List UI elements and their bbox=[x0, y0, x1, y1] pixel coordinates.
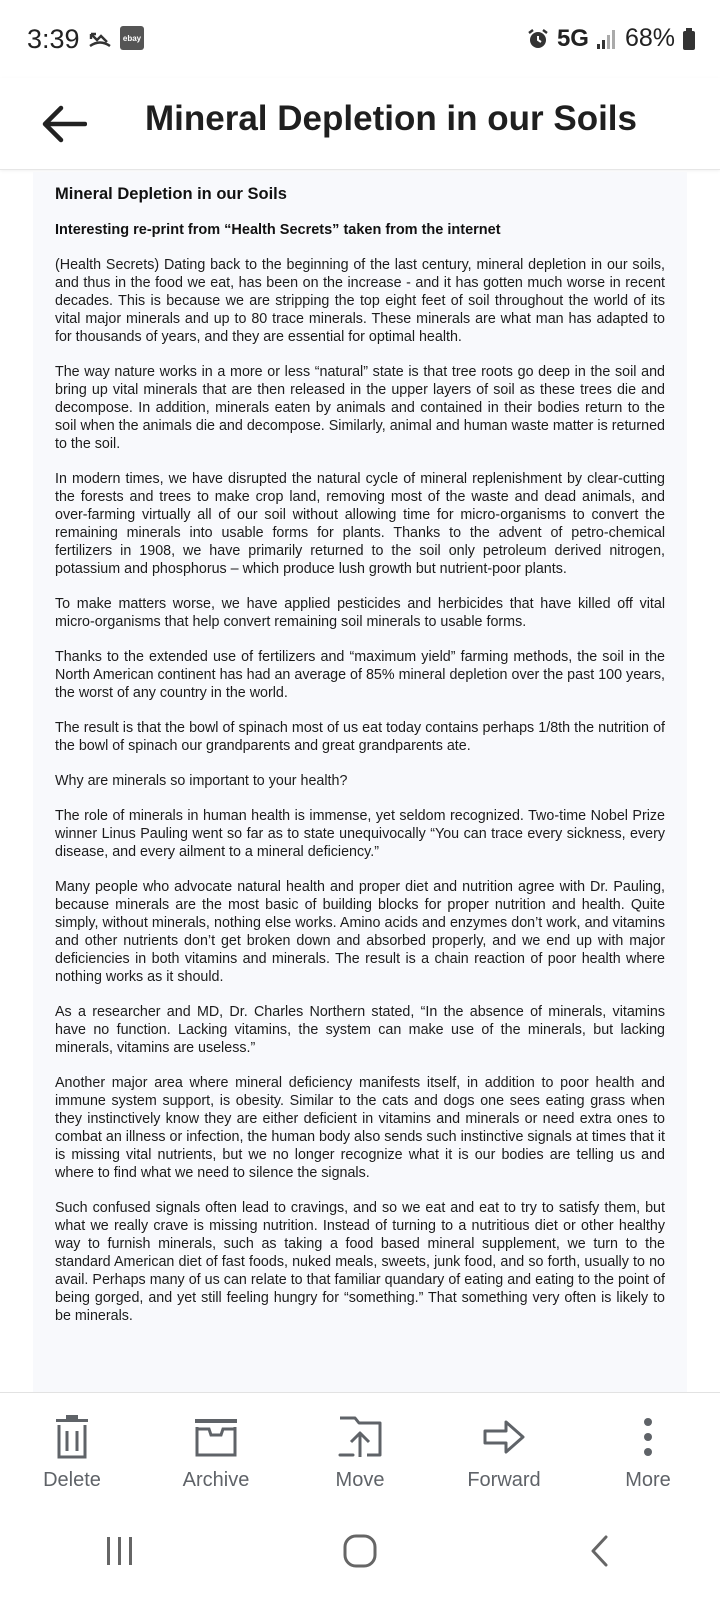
recents-icon bbox=[103, 1535, 137, 1567]
archive-button[interactable] bbox=[144, 1393, 288, 1502]
more-vertical-icon bbox=[642, 1417, 654, 1457]
battery-percent: 68% bbox=[624, 24, 675, 52]
home-button[interactable] bbox=[320, 1521, 400, 1581]
forward-arrow-icon bbox=[482, 1419, 526, 1455]
bottom-toolbar bbox=[0, 1392, 720, 1502]
system-nav-bar bbox=[0, 1502, 720, 1600]
status-time: 3:39 bbox=[27, 24, 80, 54]
status-right-icons bbox=[526, 24, 696, 53]
more-button[interactable] bbox=[576, 1393, 720, 1502]
delete-button[interactable] bbox=[0, 1393, 144, 1502]
nav-back-button[interactable] bbox=[560, 1521, 640, 1581]
paragraph: Many people who advocate natural health and proper diet and nutrition agree with Dr. Pauling, because minerals are the most basic of building blocks for proper nutrition and health. Quite simply, without minerals, nothing else works. Amino acids and enzymes don’t work, and vitamins and other nutrients don’t get broken down and absorbed properly, and we end up with major deficiencies in both vitamins and minerals. The result is a chain reaction of poor health where nothing works as it should. bbox=[55, 879, 665, 986]
battery-icon bbox=[682, 27, 696, 51]
status-bar bbox=[0, 0, 720, 78]
move-label: Move bbox=[335, 1469, 385, 1491]
home-icon bbox=[342, 1533, 378, 1569]
move-button[interactable] bbox=[288, 1393, 432, 1502]
paragraph: Such confused signals often lead to cravings, and so we eat and eat to try to satisfy them, but what we really crave is missing nutrition. Instead of turning to a nutritious diet or other healthy way to furnish minerals, such as taking a food based mineral supplement, we turn to the standard American diet of fast foods, nuked meals, sweets, junk food, and so forth, usually to no avail. Perhaps many of us can relate to that familiar quandary of eating and eating to the point of being gorged, and yet still feeling hungry for “something.” That something very often is likely to be minerals. bbox=[55, 1200, 665, 1325]
paragraph: The result is that the bowl of spinach most of us eat today contains perhaps 1/8th the nutrition of the bowl of spinach our grandparents and great grandparents ate. bbox=[55, 720, 665, 755]
arrow-left-icon bbox=[41, 104, 87, 144]
trash-icon bbox=[52, 1415, 92, 1459]
missed-call-icon bbox=[88, 26, 112, 50]
ebay-notification-icon: ebay bbox=[120, 26, 144, 50]
status-notification-icons bbox=[88, 26, 144, 50]
delete-label: Delete bbox=[43, 1469, 101, 1491]
forward-label: Forward bbox=[467, 1469, 541, 1491]
app-bar bbox=[0, 78, 720, 170]
paragraph: The role of minerals in human health is immense, yet seldom recognized. Two-time Nobel Prize winner Linus Pauling went so far as to state unequivocally “You can trace every sickness, every disease, and every ailment to a mineral deficiency.” bbox=[55, 808, 665, 861]
paragraph: Thanks to the extended use of fertilizers and “maximum yield” farming methods, the soil in the North American continent has had an average of 85% mineral depletion over the past 100 years, the worst of any country in the world. bbox=[55, 649, 665, 702]
network-type: 5G bbox=[556, 24, 589, 52]
document-title: Mineral Depletion in our Soils bbox=[55, 185, 287, 203]
document-subtitle: Interesting re-print from “Health Secrets” taken from the internet bbox=[55, 222, 501, 239]
paragraph: Why are minerals so important to your health? bbox=[55, 773, 348, 790]
message-content[interactable] bbox=[0, 172, 720, 1392]
paragraph: To make matters worse, we have applied pesticides and herbicides that have killed off vital micro-organisms that help convert remaining soil minerals to usable forms. bbox=[55, 596, 665, 631]
archive-label: Archive bbox=[182, 1469, 250, 1491]
paragraph: In modern times, we have disrupted the natural cycle of mineral replenishment by clear-cutting the forests and trees to make crop land, removing most of the waste and dead animals, and over-farming virtually all of our soil without allowing time for micro-organisms to convert the remaining minerals into usable forms for plants. Thanks to the advent of petro-chemical fertilizers in 1908, we have primarily returned to the soil only petroleum derived nitrogen, potassium and phosphorus – which produce lush growth but nutrient-poor plants. bbox=[55, 471, 665, 578]
paragraph: As a researcher and MD, Dr. Charles Northern stated, “In the absence of minerals, vitamins have no function. Lacking vitamins, the system can make use of the minerals, but lacking minerals, vitamins are useless.” bbox=[55, 1004, 665, 1057]
signal-icon bbox=[596, 28, 618, 50]
alarm-icon bbox=[526, 27, 550, 51]
document-page bbox=[33, 172, 687, 1392]
back-button[interactable] bbox=[36, 96, 92, 152]
paragraph: The way nature works in a more or less “natural” state is that tree roots go deep in the soil and bring up vital minerals that are then released in the upper layers of soil as these trees die and decompose. In addition, minerals eaten by animals and contained in their bodies return to the soil when the animals die and decompose. Similarly, animal and human waste matter is returned to the soil. bbox=[55, 364, 665, 453]
paragraph: Another major area where mineral deficiency manifests itself, in addition to poor health and immune system support, is obesity. Similar to the cats and dogs one sees eating grass when they instinctively know they are either deficient in vitamins and minerals or need extra ones to combat an illness or infection, the human body also sends such instinctive signals at times that it is missing vital nutrients, but we no longer recognize what it is our bodies are telling us and where to find what we need to silence the signals. bbox=[55, 1075, 665, 1182]
recents-button[interactable] bbox=[80, 1521, 160, 1581]
forward-button[interactable] bbox=[432, 1393, 576, 1502]
more-label: More bbox=[625, 1469, 671, 1491]
paragraph: (Health Secrets) Dating back to the beginning of the last century, mineral depletion in our soils, and thus in the food we eat, has been on the increase - and it has gotten much worse in recent decades. This is because we are stripping the top eight feet of soil throughout the world of its vital major minerals and up to 80 trace minerals. These minerals are what man has adapted to for thousands of years, and they are essential for optimal health. bbox=[55, 257, 665, 346]
move-to-icon bbox=[337, 1415, 383, 1459]
page-title: Mineral Depletion in our Soils bbox=[145, 99, 637, 138]
archive-box-icon bbox=[193, 1417, 239, 1457]
chevron-left-icon bbox=[588, 1534, 612, 1568]
